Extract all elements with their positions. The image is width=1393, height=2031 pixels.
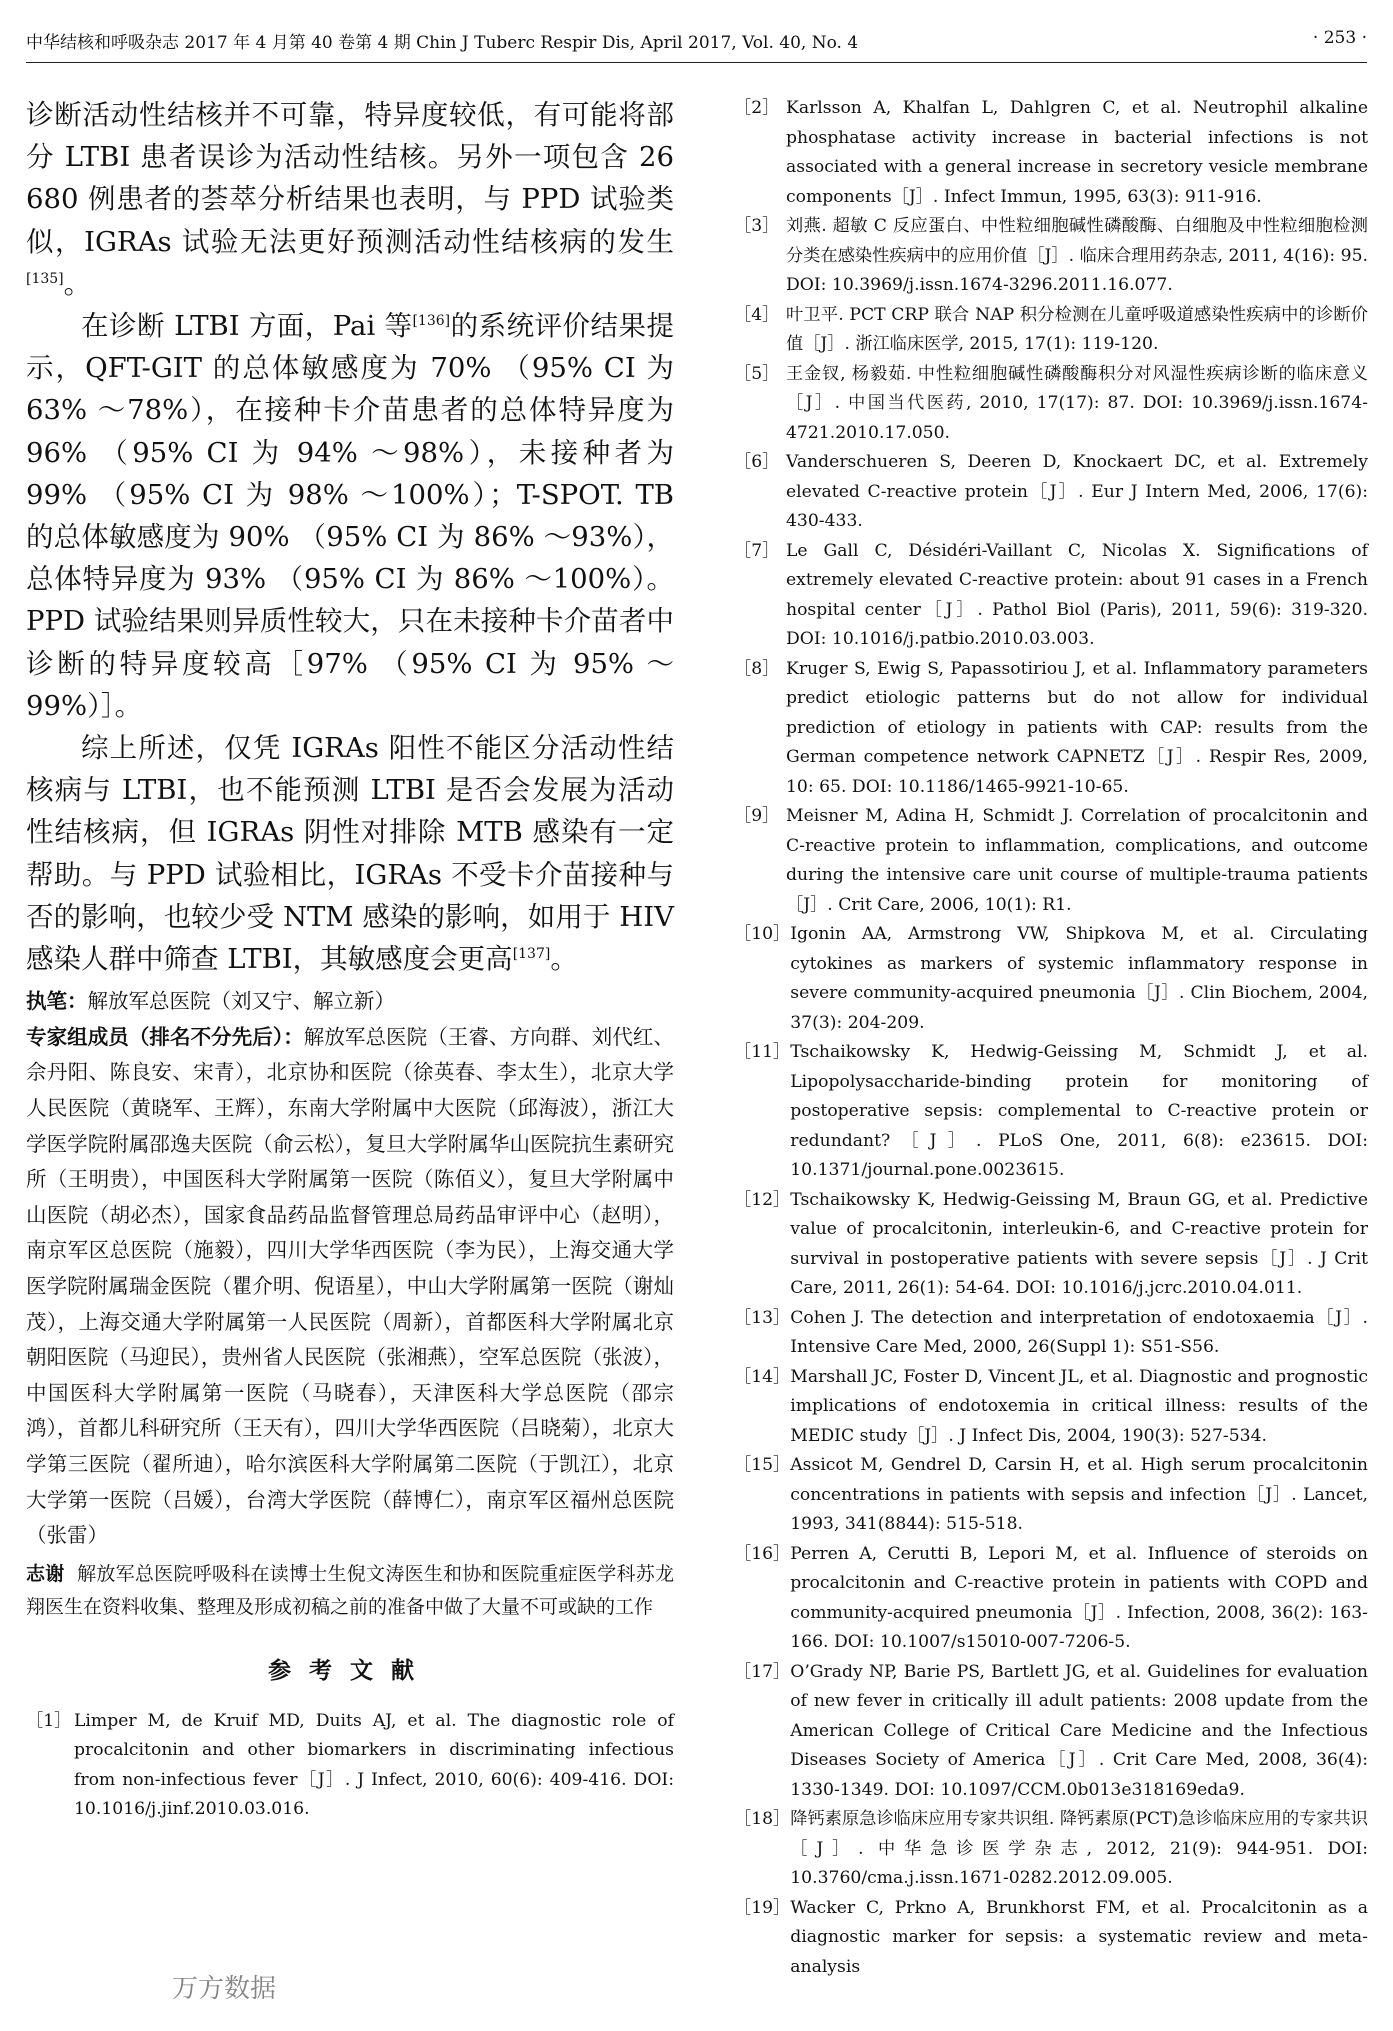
experts-label: 专家组成员（排名不分先后）：	[26, 1024, 304, 1049]
running-header	[26, 28, 1367, 63]
references-list-right	[734, 94, 1368, 1982]
reference-item	[734, 1658, 1368, 1806]
reference-number: ［17］	[734, 1661, 791, 1682]
reference-item	[734, 655, 1368, 803]
reference-number: ［15］	[734, 1455, 791, 1475]
reference-item	[734, 1363, 1368, 1452]
reference-item	[734, 1038, 1368, 1186]
reference-item	[734, 920, 1368, 1038]
body-paragraph-3: 综上所述，仅凭 IGRAs 阳性不能区分活动性结核病与 LTBI，也不能预测 LTBI 是否会发展为活动性结核病，但 IGRAs 阴性对排除 MTB 感染有一定帮助。与 PPD 试验相比，IGRAs 不受卡介苗接种与否的影响，也较少受 NTM 感染的影响，如用于 HIV 感染人群中筛查 LTBI，其敏感度会更高[137]。	[26, 732, 674, 976]
reference-text: Vanderschueren S, Deeren D, Knockaert DC, et al. Extremely elevated C-reactive protein［J］. Eur J Intern Med, 2006, 17(6): 430-433.	[786, 452, 1368, 531]
citation[interactable]: [137]	[512, 945, 551, 962]
reference-text: 王金钗, 杨毅茹. 中性粒细胞碱性磷酸酶积分对风湿性疾病诊断的临床意义［J］. 中国当代医药, 2010, 17(17): 87. DOI: 10.3969/j.issn.1674-4721.2010.17.050.	[786, 363, 1368, 443]
reference-number: ［5］	[734, 363, 780, 384]
reference-item	[734, 802, 1368, 920]
reference-text: O’Grady NP, Barie PS, Bartlett JG, et al. Guidelines for evaluation of new fever in critically ill adult patients: 2008 update from the American College of Critical Care Medicine and the Infectious Diseases Society of America［J］. Crit Care Med, 2008, 36(4): 1330-1349. DOI: 10.1097/CCM.0b013e318169eda9.	[790, 1661, 1368, 1800]
reference-text: Kruger S, Ewig S, Papassotiriou J, et al. Inflammatory parameters predict etiologic patterns but do not allow for individual prediction of etiology in patients with CAP: results from the German competence network CAPNETZ［J］. Respir Res, 2009, 10: 65. DOI: 10.1186/1465-9921-10-65.	[786, 658, 1368, 797]
body-paragraph-2: 在诊断 LTBI 方面，Pai 等[136]的系统评价结果提示，QFT-GIT 的总体敏感度为 70% （95% CI 为 63% ～78%），在接种卡介苗患者的总体特异度为 96% （95% CI 为 94% ～98%），未接种者为 99% （95% CI 为 98% ～100%）；T-SPOT. TB 的总体敏感度为 90% （95% CI 为 86% ～93%），总体特异度为 93% （95% CI 为 86% ～100%）。PPD 试验结果则异质性较大，只在未接种卡介苗者中诊断的特异度较高［97% （95% CI 为 95% ～99%）］。	[26, 310, 674, 722]
references-list-left	[26, 1707, 674, 1825]
right-column	[734, 94, 1368, 1982]
reference-text: Karlsson A, Khalfan L, Dahlgren C, et al. Neutrophil alkaline phosphatase activity increase in bacterial infections is not associated with a general increase in secretory vesicle membrane components［J］. Infect Immun, 1995, 63(3): 911-916.	[786, 98, 1368, 207]
reference-item	[734, 1894, 1368, 1983]
reference-text: 刘燕. 超敏 C 反应蛋白、中性粒细胞碱性磷酸酶、白细胞及中性粒细胞检测分类在感染性疾病中的应用价值［J］. 临床合理用药杂志, 2011, 4(16): 95. DOI: 10.3969/j.issn.1674-3296.2011.16.077.	[786, 216, 1368, 295]
writer-label: 执笔：	[26, 989, 88, 1014]
reference-item	[734, 94, 1368, 212]
acknowledgement	[26, 1558, 674, 1624]
reference-number: ［13］	[734, 1307, 791, 1328]
reference-item	[734, 1540, 1368, 1658]
reference-text: Tschaikowsky K, Hedwig-Geissing M, Schmidt J, et al. Lipopolysaccharide-binding protein for monitoring of postoperative sepsis: complemental to C-reactive protein or redundant?［J］. PLoS One, 2011, 6(8): e23615. DOI: 10.1371/journal.pone.0023615.	[790, 1042, 1368, 1180]
ack-text: 解放军总医院呼吸科在读博士生倪文涛医生和协和医院重症医学科苏龙翔医生在资料收集、整理及形成初稿之前的准备中做了大量不可或缺的工作	[26, 1562, 674, 1618]
reference-text: Perren A, Cerutti B, Lepori M, et al. Influence of steroids on procalcitonin and C-reactive protein in patients with COPD and community-acquired pneumonia［J］. Infection, 2008, 36(2): 163-166. DOI: 10.1007/s15010-007-7206-5.	[790, 1543, 1368, 1652]
reference-item	[734, 212, 1368, 301]
reference-text: 降钙素原急诊临床应用专家共识组. 降钙素原(PCT)急诊临床应用的专家共识［J］. 中华急诊医学杂志, 2012, 21(9): 944-951. DOI: 10.3760/cma.j.issn.1671-0282.2012.09.005.	[790, 1809, 1368, 1888]
watermark: 万方数据	[172, 1974, 277, 2004]
reference-item	[734, 1805, 1368, 1894]
journal-info: 中华结核和呼吸杂志 2017 年 4 月第 40 卷第 4 期 Chin J Tuberc Respir Dis, April 2017, Vol. 40, No. 4	[26, 33, 859, 53]
reference-text: Le Gall C, Désidéri-Vaillant C, Nicolas X. Significations of extremely elevated C-reactive protein: about 91 cases in a French hospital center［J］. Pathol Biol (Paris), 2011, 59(6): 319-320. DOI: 10.1016/j.patbio.2010.03.003.	[786, 540, 1368, 649]
citation[interactable]: [135]	[26, 270, 64, 287]
reference-item	[734, 1451, 1368, 1540]
reference-text: Limper M, de Kruif MD, Duits AJ, et al. The diagnostic role of procalcitonin and other biomarkers in discriminating infectious from non-infectious fever［J］. J Infect, 2010, 60(6): 409-416. DOI: 10.1016/j.jinf.2010.03.016.	[74, 1710, 674, 1820]
references-heading: 参考文献	[268, 1656, 432, 1684]
reference-text: Wacker C, Prkno A, Brunkhorst FM, et al. Procalcitonin as a diagnostic marker for sepsis: a systematic review and meta-analysis	[790, 1897, 1368, 1977]
writer-names: 解放军总医院（刘又宁、解立新）	[87, 989, 395, 1014]
reference-number: ［18］	[734, 1809, 791, 1829]
reference-text: 叶卫平. PCT CRP 联合 NAP 积分检测在儿童呼吸道感染性疾病中的诊断价值［J］. 浙江临床医学, 2015, 17(1): 119-120.	[786, 304, 1368, 354]
citation[interactable]: [136]	[412, 312, 451, 329]
experts-names: 解放军总医院（王睿、方向群、刘代红、佘丹阳、陈良安、宋青），北京协和医院（徐英春、李太生），北京大学人民医院（黄晓军、王辉），东南大学附属中大医院（邱海波），浙江大学医学院附属邵逸夫医院（俞云松），复旦大学附属华山医院抗生素研究所（王明贵），中国医科大学附属第一医院（陈佰义），复旦大学附属中山医院（胡必杰），国家食品药品监督管理总局药品审评中心（赵明），南京军区总医院（施毅），四川大学华西医院（李为民），上海交通大学医学院附属瑞金医院（瞿介明、倪语星），中山大学附属第一医院（谢灿茂），上海交通大学附属第一人民医院（周新），首都医科大学附属北京朝阳医院（马迎民），贵州省人民医院（张湘燕），空军总医院（张波），中国医科大学附属第一医院（马晓春），天津医科大学总医院（邵宗鸿），首都儿科研究所（王天有），四川大学华西医院（吕晓菊），北京大学第三医院（翟所迪），哈尔滨医科大学附属第二医院（于凯江），北京大学第一医院（吕媛），台湾大学医院（薛博仁），南京军区福州总医院（张雷）	[26, 1024, 674, 1548]
reference-number: ［2］	[734, 98, 780, 118]
ack-label: 志谢	[26, 1562, 65, 1585]
reference-text: Cohen J. The detection and interpretation of endotoxaemia［J］. Intensive Care Med, 2000, 26(Suppl 1): S51-S56.	[790, 1307, 1368, 1357]
reference-text: Igonin AA, Armstrong VW, Shipkova M, et al. Circulating cytokines as markers of systemic inflammatory response in severe community-acquired pneumonia［J］. Clin Biochem, 2004, 37(3): 204-209.	[790, 924, 1368, 1033]
reference-item	[734, 537, 1368, 655]
expert-list	[26, 1020, 674, 1554]
reference-number: ［12］	[734, 1189, 791, 1210]
body-paragraph-1: 诊断活动性结核并不可靠，特异度较低，有可能将部分 LTBI 患者误诊为活动性结核。另外一项包含 26 680 例患者的荟萃分析结果也表明，与 PPD 试验类似，IGRAs 试验无法更好预测活动性结核病的发生[135]。	[26, 99, 674, 300]
page-number: · 253 ·	[1312, 28, 1367, 48]
reference-number: ［11］	[734, 1042, 791, 1062]
reference-item	[734, 301, 1368, 360]
reference-item	[26, 1707, 674, 1825]
left-column	[26, 94, 674, 1825]
reference-item	[734, 360, 1368, 449]
reference-text: Meisner M, Adina H, Schmidt J. Correlation of procalcitonin and C-reactive protein to inflammation, complications, and outcome during the intensive care unit course of multiple-trauma patients［J］. Crit Care, 2006, 10(1): R1.	[786, 806, 1368, 915]
reference-item	[734, 448, 1368, 537]
reference-text: Tschaikowsky K, Hedwig-Geissing M, Braun GG, et al. Predictive value of procalcitonin, interleukin-6, and C-reactive protein for survival in postoperative patients with severe sepsis［J］. J Crit Care, 2011, 26(1): 54-64. DOI: 10.1016/j.jcrc.2010.04.011.	[790, 1189, 1368, 1298]
reference-number: ［6］	[734, 452, 780, 472]
reference-item	[734, 1186, 1368, 1304]
reference-number: ［7］	[734, 540, 780, 561]
reference-number: ［1］	[26, 1710, 72, 1731]
reference-number: ［10］	[734, 924, 791, 944]
reference-number: ［3］	[734, 216, 780, 236]
reference-number: ［9］	[734, 806, 780, 826]
reference-number: ［4］	[734, 304, 780, 325]
writer-line	[26, 984, 674, 1020]
reference-number: ［16］	[734, 1543, 791, 1564]
reference-text: Assicot M, Gendrel D, Carsin H, et al. High serum procalcitonin concentrations in patients with sepsis and infection［J］. Lancet, 1993, 341(8844): 515-518.	[790, 1455, 1368, 1534]
reference-number: ［14］	[734, 1366, 791, 1387]
reference-number: ［19］	[734, 1897, 791, 1918]
reference-item	[734, 1304, 1368, 1363]
reference-text: Marshall JC, Foster D, Vincent JL, et al. Diagnostic and prognostic implications of endotoxemia in critical illness: results of the MEDIC study［J］. J Infect Dis, 2004, 190(3): 527-534.	[790, 1366, 1368, 1446]
reference-number: ［8］	[734, 658, 780, 679]
